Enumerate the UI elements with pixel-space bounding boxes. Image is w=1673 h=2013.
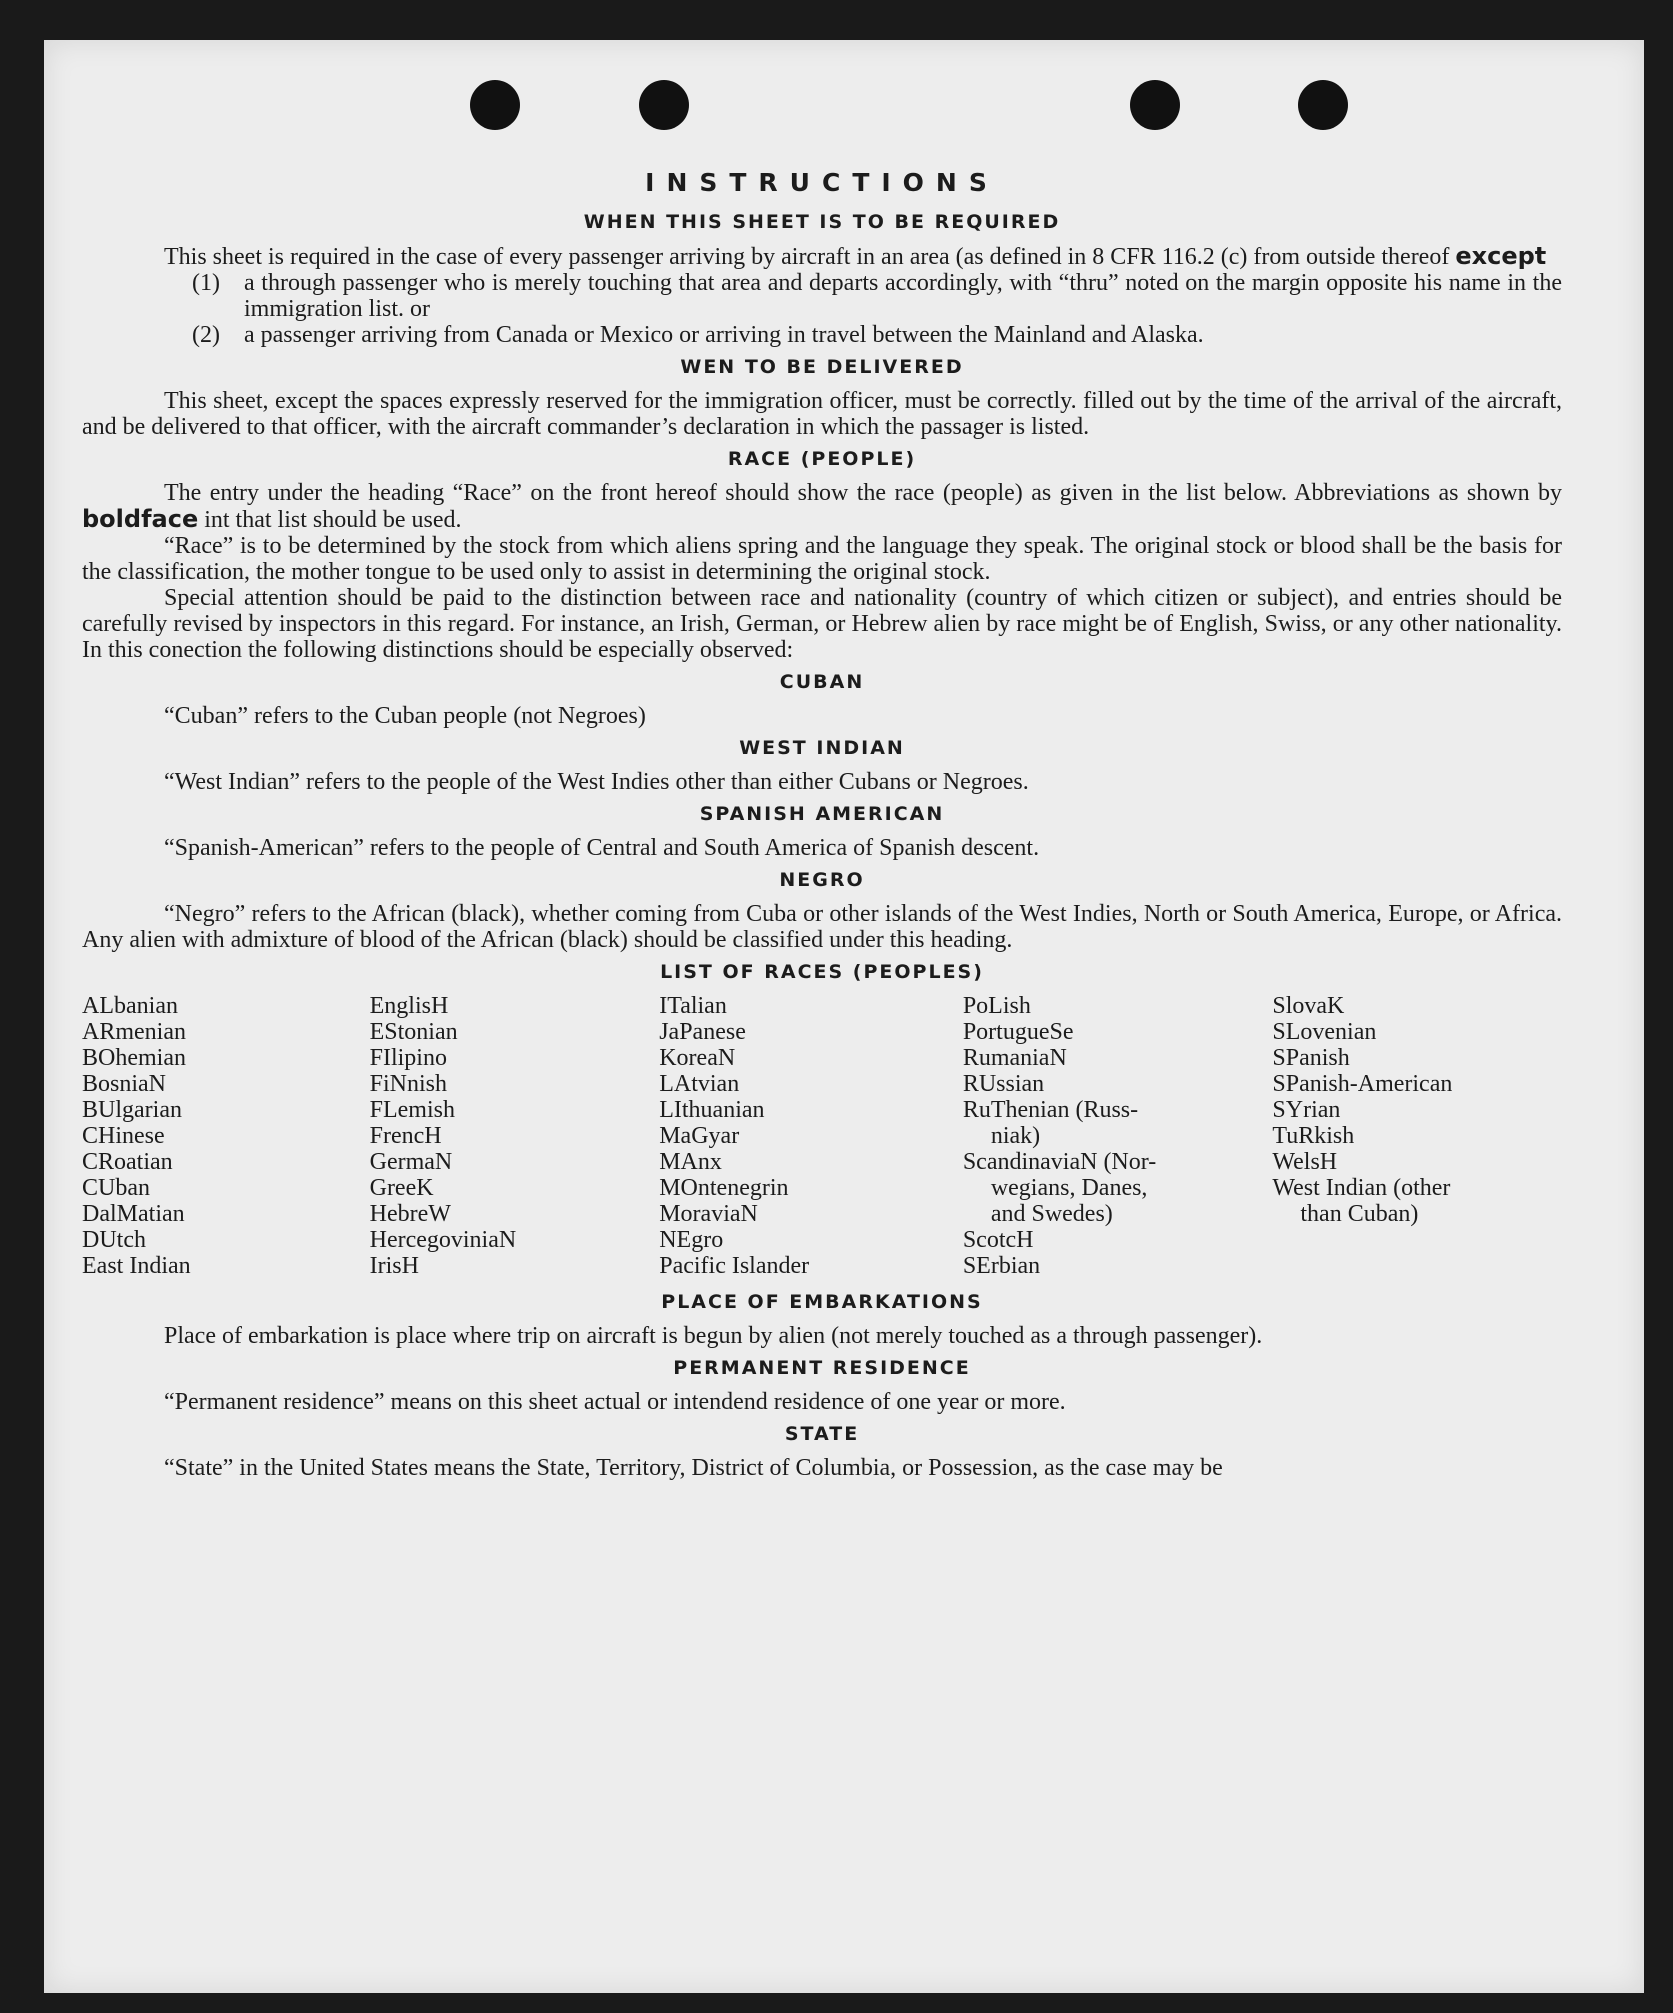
race-entry: LAtvian (659, 1071, 740, 1097)
race-entry: CUban (82, 1175, 150, 1201)
race-entry: West Indian (other (1272, 1175, 1451, 1201)
race-entry: CHinese (82, 1123, 165, 1149)
race-entry: FIlipino (369, 1045, 447, 1071)
race-entry: FiNnish (369, 1071, 447, 1097)
race-entry: GermaN (369, 1149, 453, 1175)
race-entry: LIthuanian (659, 1097, 765, 1123)
required-intro: This sheet is required in the case of every passenger arriving by aircraft in an area (as defined in 8 CFR 116.2 (c) from outside thereof (164, 244, 1450, 270)
races-column (1272, 993, 1562, 1279)
race-entry: PoLish (962, 993, 1031, 1019)
paragraph-race-2: “Race” is to be determined by the stock from which aliens spring and the language they speak. The original stock or blood shall be the basis for the classification, the mother tongue to be used only to assist in determining the original stock. (82, 533, 1562, 585)
race-entry: EnglisH (369, 993, 449, 1019)
race-entry: RumaniaN (962, 1045, 1067, 1071)
race-entry: ITalian (659, 993, 727, 1019)
race-p1-after: int that list should be used. (204, 507, 462, 533)
paragraph-spanish-american: “Spanish-American” refers to the people of Central and South America of Spanish descent. (164, 835, 1040, 861)
item-number: (1) (192, 270, 220, 296)
race-entry: FLemish (369, 1097, 455, 1123)
page-title: INSTRUCTIONS (645, 168, 999, 197)
race-entry: EStonian (369, 1019, 458, 1045)
race-entry: SPanish (1272, 1045, 1350, 1071)
paragraph-delivered: This sheet, except the spaces expressly reserved for the immigration officer, must be correctly. filled out by the time of the arrival of the aircraft, and be delivered to that officer, with the aircraft commander’s declaration in which the passager is listed. (82, 388, 1562, 440)
except-word: except (1455, 242, 1547, 270)
race-entry: FrencH (369, 1123, 442, 1149)
race-entry: niak) (990, 1123, 1041, 1149)
boldface-word: boldface (82, 505, 199, 533)
race-entry: wegians, Danes, (990, 1175, 1148, 1201)
race-entry: GreeK (369, 1175, 434, 1201)
document-sheet (44, 40, 1644, 1993)
race-entry: MoraviaN (659, 1201, 758, 1227)
race-entry: IrisH (369, 1253, 419, 1279)
paragraph-required (82, 243, 1562, 270)
race-entry: BOhemian (82, 1045, 186, 1071)
race-entry: NEgro (659, 1227, 724, 1253)
paragraph-race-1 (82, 480, 1562, 533)
heading-required: WHEN THIS SHEET IS TO BE REQUIRED (583, 211, 1061, 233)
race-entry: ALbanian (82, 993, 178, 1019)
races-column (963, 993, 1273, 1279)
document-body (82, 168, 1562, 1481)
race-entry: ScandinaviaN (Nor- (962, 1149, 1157, 1175)
punch-hole (639, 80, 689, 130)
race-entry: and Swedes) (990, 1201, 1113, 1227)
item-text: a passenger arriving from Canada or Mexico or arriving in travel between the Mainland and Alaska. (244, 322, 1204, 348)
race-entry: HebreW (369, 1201, 451, 1227)
race-entry: East Indian (82, 1253, 191, 1279)
race-entry: than Cuban) (1300, 1201, 1419, 1227)
race-entry: CRoatian (82, 1149, 173, 1175)
race-entry: BUlgarian (82, 1097, 182, 1123)
list-item (82, 322, 1562, 348)
race-entry: WelsH (1272, 1149, 1338, 1175)
heading-cuban: CUBAN (779, 671, 865, 693)
paragraph-state: “State” in the United States means the State, Territory, District of Columbia, or Possession, as the case may be (164, 1455, 1223, 1481)
heading-spanish-american: SPANISH AMERICAN (699, 803, 945, 825)
heading-negro: NEGRO (779, 869, 865, 891)
paragraph-negro: “Negro” refers to the African (black), whether coming from Cuba or other islands of the West Indies, North or South America, Europe, or Africa. Any alien with admixture of blood of the African (black) should be classified under this heading. (82, 901, 1562, 953)
race-entry: SErbian (962, 1253, 1041, 1279)
heading-race: RACE (PEOPLE) (727, 448, 917, 470)
race-entry: RUssian (962, 1071, 1045, 1097)
heading-list-of-races: LIST OF RACES (PEOPLES) (660, 961, 984, 983)
race-entry: DUtch (82, 1227, 146, 1253)
race-entry: KoreaN (659, 1045, 736, 1071)
race-entry: TuRkish (1272, 1123, 1355, 1149)
race-entry: PortugueSe (962, 1019, 1074, 1045)
heading-state: STATE (784, 1423, 860, 1445)
races-column (370, 993, 660, 1279)
races-list (82, 993, 1562, 1279)
paragraph-cuban: “Cuban” refers to the Cuban people (not Negroes) (164, 703, 646, 729)
paragraph-race-3: Special attention should be paid to the distinction between race and nationality (country of which citizen or subject), and entries should be carefully revised by inspectors in this regard. For instance, an Irish, German, or Hebrew alien by race might be of English, Swiss, or any other nationality. In this conection the following distinctions should be especially observed: (82, 585, 1562, 663)
race-entry: SLovenian (1272, 1019, 1377, 1045)
heading-embarkation: PLACE OF EMBARKATIONS (661, 1291, 983, 1313)
races-column (82, 993, 370, 1279)
race-entry: ScotcH (962, 1227, 1034, 1253)
heading-delivered: WEN TO BE DELIVERED (680, 356, 964, 378)
punch-hole (1298, 80, 1348, 130)
race-entry: MOntenegrin (659, 1175, 789, 1201)
heading-west-indian: WEST INDIAN (739, 737, 905, 759)
race-entry: SPanish-American (1272, 1071, 1453, 1097)
race-entry: SYrian (1272, 1097, 1341, 1123)
race-p1-text: The entry under the heading “Race” on the front hereof should show the race (people) as given in the list below. Abbreviations as shown by (164, 480, 1562, 506)
heading-permanent-residence: PERMANENT RESIDENCE (673, 1357, 971, 1379)
paragraph-embarkation: Place of embarkation is place where trip on aircraft is begun by alien (not merely touched as a through passenger). (164, 1323, 1263, 1349)
race-entry: ARmenian (82, 1019, 186, 1045)
punch-hole (470, 80, 520, 130)
race-entry: Pacific Islander (659, 1253, 810, 1279)
paragraph-west-indian: “West Indian” refers to the people of the West Indies other than either Cubans or Negroes. (164, 769, 1029, 795)
race-entry: SlovaK (1272, 993, 1345, 1019)
race-entry: MaGyar (659, 1123, 740, 1149)
race-entry: MAnx (659, 1149, 722, 1175)
race-entry: DalMatian (82, 1201, 185, 1227)
race-entry: HercegoviniaN (369, 1227, 517, 1253)
item-number: (2) (192, 322, 220, 348)
item-text: a through passenger who is merely touching that area and departs accordingly, with “thru” noted on the margin opposite his name in the immigration list. or (244, 270, 1562, 322)
race-entry: BosniaN (82, 1071, 166, 1097)
race-entry: RuThenian (Russ- (962, 1097, 1139, 1123)
paragraph-permanent-residence: “Permanent residence” means on this sheet actual or intendend residence of one year or more. (164, 1389, 1066, 1415)
punch-hole (1130, 80, 1180, 130)
list-item (82, 270, 1562, 322)
race-entry: JaPanese (659, 1019, 746, 1045)
races-column (659, 993, 963, 1279)
